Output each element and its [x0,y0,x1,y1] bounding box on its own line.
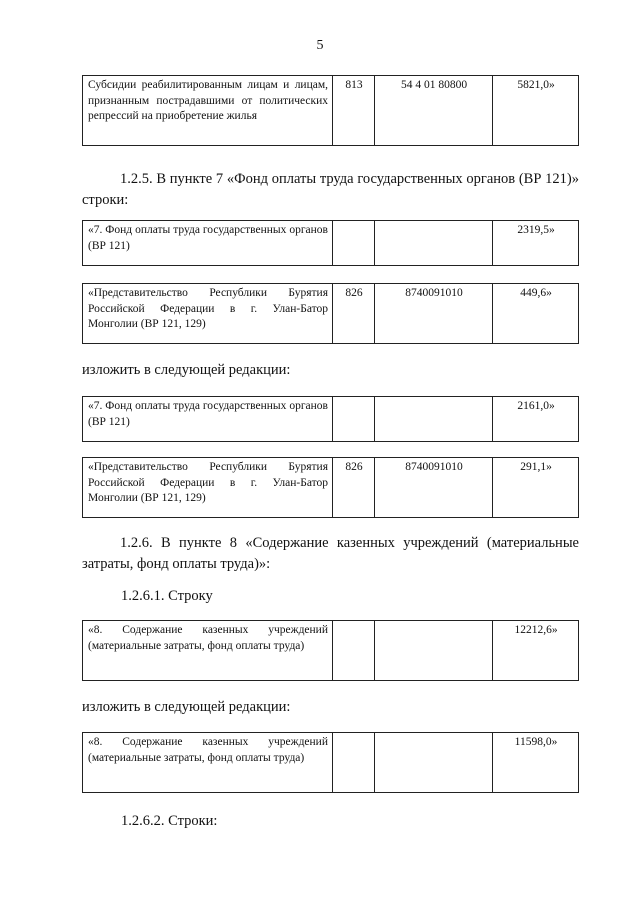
row-amount: 2319,5» [493,221,579,266]
row-amount: 2161,0» [493,397,579,442]
row-description: «Представительство Республики Бурятия Российской Федерации в г. Улан-Батор Монголии (ВР 121, 129) [83,458,333,518]
paragraph-1-2-6: 1.2.6. В пункте 8 «Содержание казенных учреждений (материальные затраты, фонд оплаты труда)»: [82,535,579,573]
budget-table [82,732,579,793]
row-description: «7. Фонд оплаты труда государственных органов (ВР 121) [83,221,333,266]
row-amount: 5821,0» [493,76,579,146]
budget-table [82,220,579,266]
edit-instruction: изложить в следующей редакции: [82,362,291,378]
table-row [83,397,579,442]
row-amount: 11598,0» [493,733,579,793]
table-row [83,221,579,266]
table-row [83,621,579,681]
row-code: 826 [333,458,375,518]
paragraph-1-2-6-2: 1.2.6.2. Строки: [121,813,218,829]
row-description: «Представительство Республики Бурятия Российской Федерации в г. Улан-Батор Монголии (ВР 121, 129) [83,284,333,344]
budget-table [82,396,579,442]
paragraph-1-2-5: 1.2.5. В пункте 7 «Фонд оплаты труда государственных органов (ВР 121)» строки: [82,171,579,209]
row-code [333,621,375,681]
budget-table [82,457,579,518]
row-amount: 12212,6» [493,621,579,681]
row-target-article: 8740091010 [375,284,493,344]
budget-table [82,283,579,344]
row-description: «7. Фонд оплаты труда государственных органов (ВР 121) [83,397,333,442]
row-description: Субсидии реабилитированным лицам и лицам, признанным пострадавшими от политических репрессий на приобретение жилья [83,76,333,146]
row-code: 813 [333,76,375,146]
row-code: 826 [333,284,375,344]
row-target-article [375,221,493,266]
row-target-article: 54 4 01 80800 [375,76,493,146]
budget-table [82,75,579,146]
table-row [83,284,579,344]
row-target-article [375,397,493,442]
table-row [83,458,579,518]
row-description: «8. Содержание казенных учреждений (материальные затраты, фонд оплаты труда) [83,621,333,681]
page-number: 5 [316,38,324,53]
table-row [83,733,579,793]
row-target-article [375,733,493,793]
row-code [333,397,375,442]
row-target-article: 8740091010 [375,458,493,518]
row-amount: 291,1» [493,458,579,518]
table-row [83,76,579,146]
paragraph-1-2-6-1: 1.2.6.1. Строку [121,588,213,604]
row-amount: 449,6» [493,284,579,344]
budget-table [82,620,579,681]
row-code [333,221,375,266]
edit-instruction: изложить в следующей редакции: [82,699,291,715]
row-description: «8. Содержание казенных учреждений (материальные затраты, фонд оплаты труда) [83,733,333,793]
row-target-article [375,621,493,681]
row-code [333,733,375,793]
